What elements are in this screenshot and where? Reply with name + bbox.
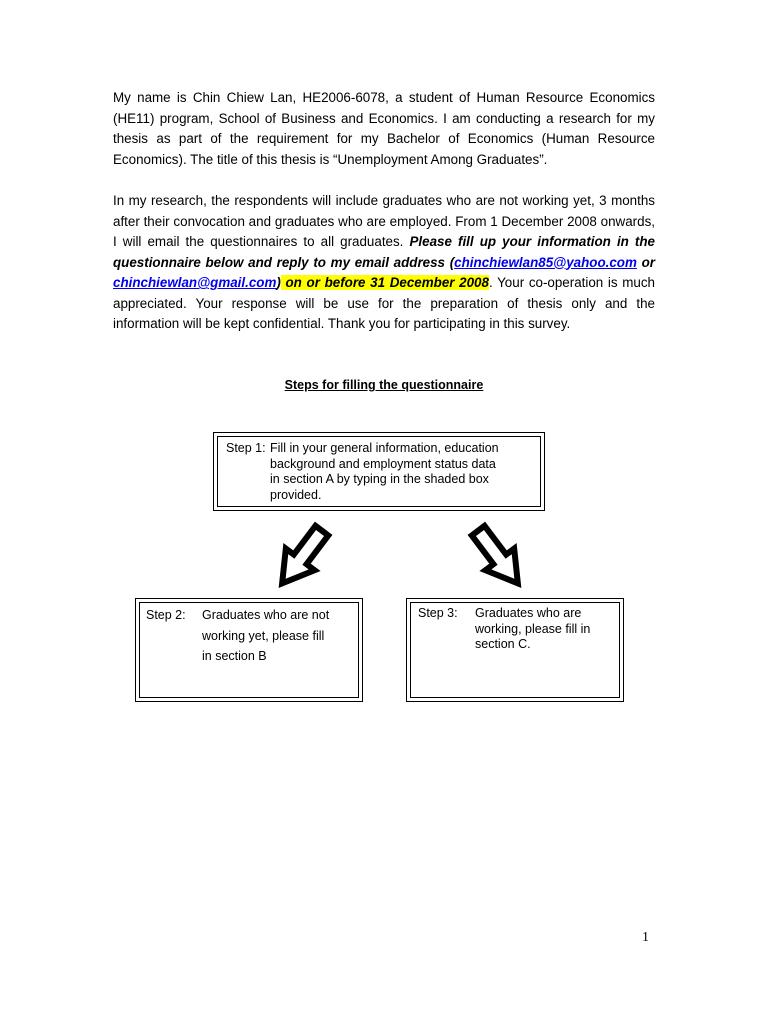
step2-line-1: Graduates who are not [202,608,330,622]
or-text: or [636,254,655,270]
step1-line-1: Fill in your general information, education [270,441,499,455]
step3-box [406,598,624,702]
step3-line-2: working, please fill in [475,621,591,636]
step2-label: Step 2: [146,608,186,622]
steps-heading: Steps for filling the questionnaire [284,378,484,392]
step1-line-4: provided. [270,487,322,502]
arrow-down-right-icon [458,520,538,595]
email-link-yahoo[interactable]: chinchiewlan85@yahoo.com [454,254,637,270]
step1-line-3: in section A by typing in the shaded box [270,472,489,487]
instruction-bold-text: Please fill up your information in the questionnaire below and reply to my email address ( [113,234,656,270]
step3-line-1: Graduates who are [475,606,582,620]
p2-start-text: In my research, the respondents will include graduates who are not working yet, 3 months after their convocation and graduates who are employed. From 1 December 2008 onwards, I will email the questionnaires to all graduates. [113,193,655,249]
step2-box [135,598,363,702]
close-paren-text: ) [276,275,281,290]
intro-paragraph-1: My name is Chin Chiew Lan, HE2006-6078, a student of Human Resource Economics (HE11) program, School of Business and Economics. I am conducting a research for my thesis as part of the requirement for my Bachelor of Economics (Human Resource Economics). The title of this thesis is “Unemployment Among Graduates”. [113,90,655,167]
email-link-gmail[interactable]: chinchiewlan@gmail.com [113,275,277,290]
intro-paragraph-2 [113,191,655,335]
step2-line-3: in section B [202,649,267,663]
step2-line-2: working yet, please fill [202,628,325,643]
p2-end-text: . Your co-operation is much appreciated. Your response will be use for the preparation of thesis only and the information will be kept confidential. Thank you for participating in this survey. [113,275,655,331]
page-number: 1 [642,930,649,945]
step3-line-3: section C. [475,637,531,652]
deadline-highlight: on or before 31 December 2008 [280,275,489,290]
step1-box [213,432,545,511]
step1-line-2: background and employment status data [270,456,496,471]
step3-label: Step 3: [418,606,458,620]
step1-label: Step 1: [226,441,266,455]
arrow-down-left-icon [262,520,342,595]
